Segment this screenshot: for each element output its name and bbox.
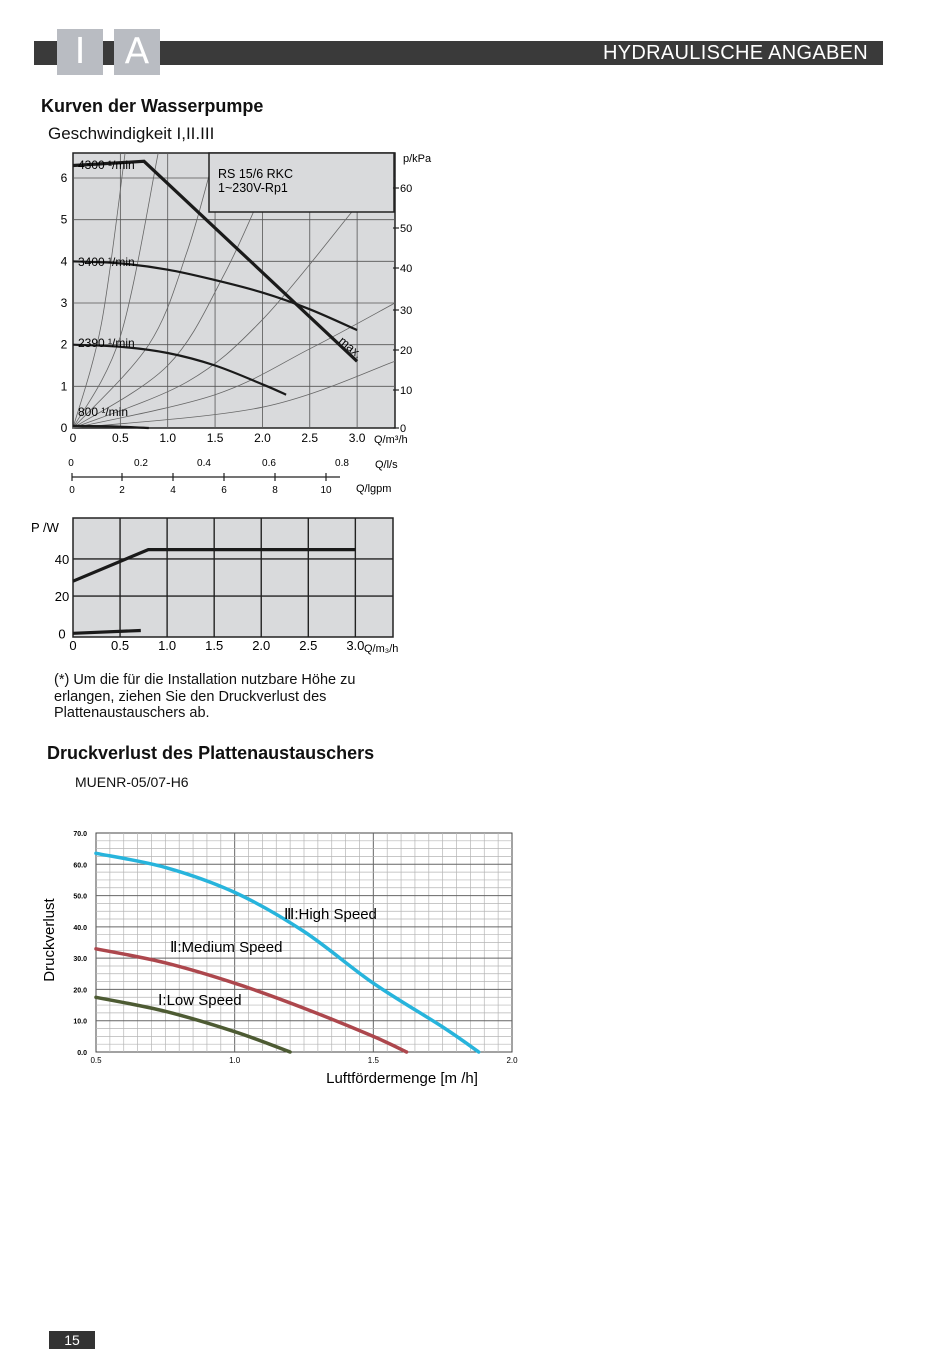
- pump-y-tick: 4: [60, 254, 68, 269]
- plate-y-label: Druckverlust: [41, 898, 58, 982]
- power-x-tick: 2.0: [252, 638, 271, 653]
- power-x-tick: 0: [69, 638, 77, 653]
- power-x-tick: 2.5: [299, 638, 318, 653]
- pump-x-tick: 2.0: [254, 431, 271, 445]
- plate-y-tick: 70.0: [73, 831, 87, 838]
- section-title-plate: Druckverlust des Plattenaustauschers: [47, 743, 375, 763]
- speed-label: Geschwindigkeit I,II.III: [48, 124, 215, 143]
- plate-x-tick: 1.5: [367, 1056, 379, 1065]
- plate-series-label: Ⅱ:Medium Speed: [170, 939, 283, 956]
- pump-x-tick: 0.5: [112, 431, 129, 445]
- plate-y-tick: 30.0: [73, 956, 87, 964]
- pump-y-right-tick: 60: [400, 183, 413, 195]
- ls-tick: 0.2: [134, 458, 148, 469]
- pump-y-tick: 1: [60, 379, 68, 394]
- gpm-tick: 0: [69, 485, 75, 496]
- pump-model-line1: RS 15/6 RKC: [218, 167, 294, 181]
- plate-y-tick: 50.0: [73, 893, 87, 901]
- plate-series-label: Ⅲ:High Speed: [284, 906, 377, 923]
- gpm-tick: 10: [320, 485, 332, 496]
- ls-tick: 0: [68, 458, 74, 469]
- max-label: max.: [336, 333, 365, 362]
- plate-x-tick: 0.5: [90, 1056, 102, 1065]
- plate-series-label: Ⅰ:Low Speed: [158, 992, 242, 1009]
- plate-y-tick: 0.0: [77, 1050, 87, 1057]
- pump-x-tick: 2.5: [301, 431, 319, 445]
- plate-y-tick: 40.0: [73, 924, 87, 932]
- gpm-tick: 4: [170, 485, 176, 496]
- power-x-tick: 3.0: [346, 638, 365, 653]
- section-title-pump: Kurven der Wasserpumpe: [41, 96, 264, 116]
- header-tab-i: I: [57, 29, 103, 75]
- pump-y-tick: 2: [60, 337, 68, 352]
- pump-y-right-tick: 0: [400, 423, 407, 435]
- pump-y-right-tick: 30: [400, 305, 413, 317]
- pump-y-right-tick: 10: [400, 385, 413, 397]
- gpm-tick: 2: [119, 485, 125, 496]
- pump-y-tick: 0: [60, 421, 68, 435]
- pump-series-label: 800 ¹/min: [78, 405, 129, 419]
- pump-y-right-tick: 20: [400, 345, 413, 357]
- power-x-tick: 1.0: [158, 638, 177, 653]
- ls-tick: 0.4: [197, 458, 211, 469]
- pump-x-tick: 3.0: [348, 431, 366, 445]
- gpm-label: Q/lgpm: [356, 483, 392, 495]
- gpm-tick: 6: [221, 485, 227, 496]
- power-x-label: Q/m₃/h: [364, 643, 399, 655]
- power-y-tick: 20: [54, 589, 70, 605]
- pump-y-tick: 6: [60, 171, 68, 185]
- power-x-tick: 0.5: [111, 638, 130, 653]
- ls-tick: 0.6: [262, 458, 276, 469]
- plate-x-tick: 2.0: [506, 1056, 518, 1065]
- pump-model-line2: 1~230V-Rp1: [218, 181, 288, 195]
- ls-tick: 0.8: [335, 458, 349, 469]
- pump-x-tick: 1.0: [159, 431, 177, 445]
- gpm-tick: 8: [272, 485, 278, 496]
- model-label: MUENR-05/07-H6: [75, 774, 189, 790]
- pump-y-tick: 3: [60, 296, 68, 310]
- plate-y-tick: 20.0: [73, 987, 87, 995]
- pump-y-right-tick: 40: [400, 263, 413, 275]
- plate-x-label: Luftfördermenge [m /h]: [326, 1070, 478, 1087]
- power-y-tick: 40: [54, 551, 70, 567]
- pump-x-label: Q/m³/h: [374, 434, 408, 446]
- pump-series-label: 2390 ¹/min: [78, 336, 135, 350]
- pump-x-tick: 1.5: [206, 431, 224, 445]
- pump-y-tick: 5: [60, 212, 68, 227]
- pump-y-right-tick: 50: [400, 223, 413, 235]
- header-tab-a: A: [114, 29, 160, 75]
- pump-series-label: 4300 ¹/min: [78, 158, 135, 172]
- power-y-label: P /W: [31, 520, 59, 535]
- pump-y-right-label: p/kPa: [403, 153, 432, 165]
- pump-series-label: 3400 ¹/min: [78, 255, 135, 269]
- power-x-tick: 1.5: [205, 638, 224, 653]
- plate-y-tick: 10.0: [73, 1018, 87, 1026]
- page-number: 15: [49, 1331, 95, 1349]
- note-text: (*) Um die für die Installation nutzbare Höhe zu erlangen, ziehen Sie den Druckverlust des Plattenaustauschers ab.: [54, 672, 356, 721]
- plate-x-tick: 1.0: [229, 1056, 241, 1065]
- page-title: HYDRAULISCHE ANGABEN: [603, 42, 868, 64]
- plate-y-tick: 60.0: [73, 862, 87, 870]
- ls-label: Q/l/s: [375, 459, 398, 471]
- pump-x-tick: 0: [69, 431, 77, 445]
- power-y-tick: 0: [58, 626, 66, 642]
